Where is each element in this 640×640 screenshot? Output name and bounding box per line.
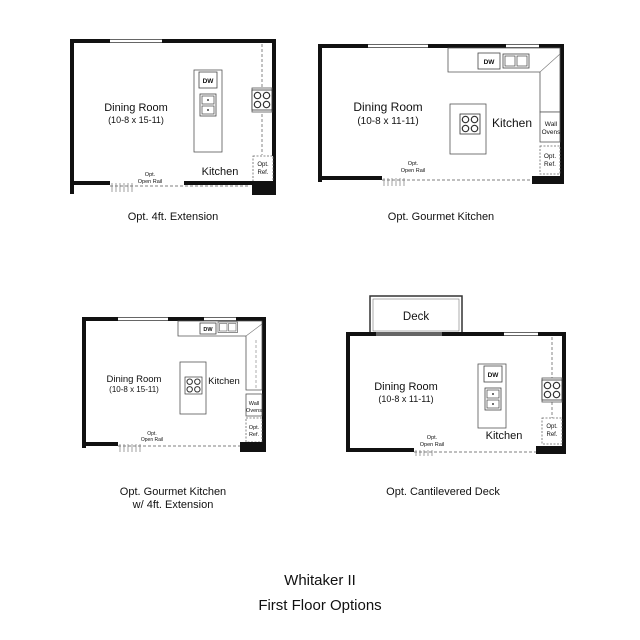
ref-label-line1: Opt. [248, 425, 260, 431]
rail-label-line1: Opt. [147, 431, 157, 437]
plan-caption [63, 486, 283, 512]
room-size-label: (10-8 x 11-11) [378, 394, 434, 404]
ref-label-line1: Opt. [543, 153, 557, 160]
cooktop-icon [252, 90, 272, 110]
deck-label: Deck [402, 311, 430, 323]
caption-line: Opt. Gourmet Kitchen [387, 211, 495, 223]
caption-line: Opt. Cantilevered Deck [386, 486, 500, 498]
kitchen-label: Kitchen [201, 166, 239, 178]
stair-ticks [416, 450, 432, 456]
walls [70, 41, 276, 194]
ref-label-line1: Opt. [546, 424, 558, 430]
plan-cantilevered-deck [346, 296, 566, 456]
room-size-label: (10-8 x 15-11) [108, 115, 164, 125]
stair-ticks [384, 178, 404, 186]
room-name-label: Dining Room [106, 374, 162, 385]
ref-space [253, 156, 273, 182]
sink-icon [218, 322, 238, 333]
stair-ticks [120, 444, 140, 452]
rail-label-line2: Open Rail [137, 179, 163, 185]
room-name-label: Dining Room [374, 381, 438, 393]
room-name-label: Dining Room [353, 100, 423, 114]
dw-label: DW [202, 78, 214, 85]
rail-label-line2: Open Rail [419, 442, 445, 448]
page-subtitle: First Floor Options [258, 597, 382, 614]
sink-icon [503, 54, 529, 68]
ref-label-line2: Ref. [248, 432, 260, 438]
wall-ovens-line1: Wall [544, 121, 558, 128]
title-block [0, 568, 640, 618]
dw-label: DW [487, 372, 499, 379]
rail-label-line1: Opt. [144, 172, 156, 178]
cooktop-icon [185, 377, 202, 394]
dw-label: DW [203, 327, 213, 333]
page-title: Whitaker II [284, 572, 356, 589]
plan-caption [331, 211, 551, 224]
rail-label-line1: Opt. [426, 435, 438, 441]
room-size-label: (10-8 x 15-11) [109, 385, 159, 394]
ref-label-line1: Opt. [257, 162, 269, 168]
rail-label-line2: Open Rail [400, 168, 426, 174]
ref-label-line2: Ref. [544, 161, 556, 168]
ref-space [540, 146, 560, 174]
ref-label-line2: Ref. [257, 170, 269, 176]
cooktop-icon [460, 114, 480, 134]
plan-caption [333, 486, 553, 499]
wall-ovens-line1: Wall [248, 401, 260, 407]
plan-caption [63, 211, 283, 224]
window [110, 40, 162, 43]
caption-line: Opt. Gourmet Kitchen [119, 486, 227, 498]
ref-space [542, 418, 562, 444]
rail-label-line2: Open Rail [140, 437, 164, 443]
stair-ticks [112, 183, 132, 192]
ref-label-line2: Ref. [546, 432, 558, 438]
walls [346, 334, 566, 452]
kitchen-label: Kitchen [485, 430, 523, 442]
kitchen-label: Kitchen [208, 376, 240, 387]
plan-4ft-extension [70, 40, 276, 196]
dw-label: DW [483, 59, 495, 66]
cooktop-icon [542, 380, 562, 400]
kitchen-label: Kitchen [491, 116, 533, 130]
room-name-label: Dining Room [104, 102, 168, 114]
sink-icon [200, 94, 216, 116]
wall-ovens-line2: Ovens [246, 408, 262, 414]
caption-line: w/ 4ft. Extension [132, 499, 214, 511]
sink-icon [485, 388, 501, 410]
caption-line: Opt. 4ft. Extension [127, 211, 219, 223]
rail-label-line1: Opt. [407, 161, 419, 167]
room-size-label: (10-8 x 11-11) [357, 116, 419, 127]
wall-ovens-line2: Ovens [541, 129, 561, 136]
